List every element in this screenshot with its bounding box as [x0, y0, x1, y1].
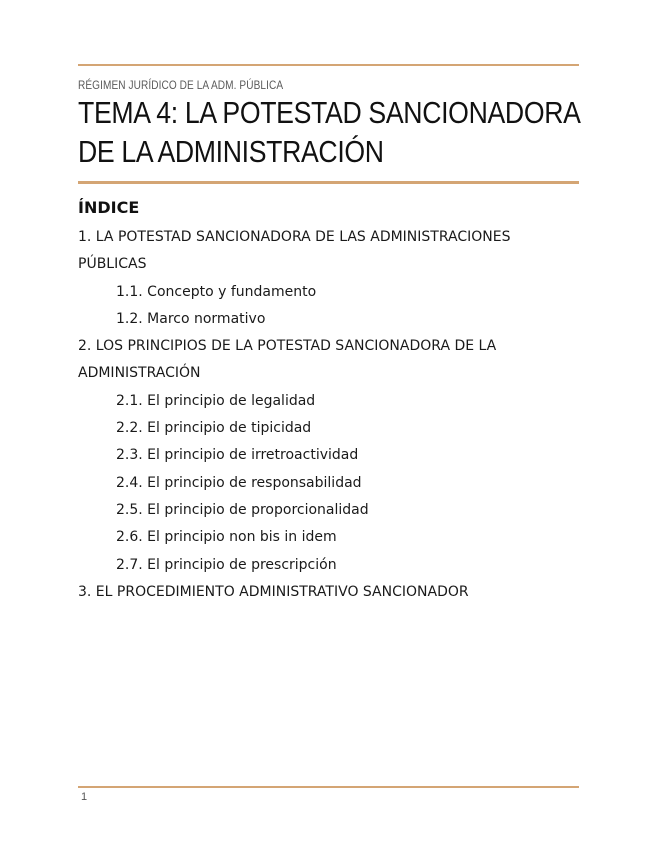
document-page — [78, 0, 579, 848]
page-title: TEMA 4: LA POTESTAD SANCIONADORA DE LA ADMINISTRACIÓN — [78, 95, 580, 169]
toc-item-2-4: 2.4. El principio de responsabilidad — [116, 474, 362, 491]
toc-item-2-5: 2.5. El principio de proporcionalidad — [116, 501, 369, 518]
toc-item-2-1: 2.1. El principio de legalidad — [116, 392, 316, 409]
index-heading: ÍNDICE — [78, 198, 140, 217]
footer-rule — [78, 786, 579, 788]
toc-item-1-2: 1.2. Marco normativo — [116, 310, 266, 327]
toc-item-1: 1. LA POTESTAD SANCIONADORA DE LAS ADMINISTRACIONES PÚBLICAS — [78, 229, 511, 273]
toc-item-2-3: 2.3. El principio de irretroactividad — [116, 447, 359, 464]
page-number: 1 — [81, 791, 88, 803]
toc-item-2: 2. LOS PRINCIPIOS DE LA POTESTAD SANCIONADORA DE LA ADMINISTRACIÓN — [78, 338, 497, 382]
toc-item-2-7: 2.7. El principio de prescripción — [116, 556, 337, 573]
toc-item-2-6: 2.6. El principio non bis in idem — [116, 529, 337, 546]
subject-label: RÉGIMEN JURÍDICO DE LA ADM. PÚBLICA — [78, 78, 284, 92]
header-top-rule — [78, 64, 579, 66]
toc-item-2-2: 2.2. El principio de tipicidad — [116, 420, 312, 437]
toc-item-3: 3. EL PROCEDIMIENTO ADMINISTRATIVO SANCIONADOR — [78, 583, 469, 600]
table-of-contents — [78, 224, 579, 606]
toc-item-1-1: 1.1. Concepto y fundamento — [116, 283, 317, 300]
header-bottom-rule — [78, 181, 579, 184]
